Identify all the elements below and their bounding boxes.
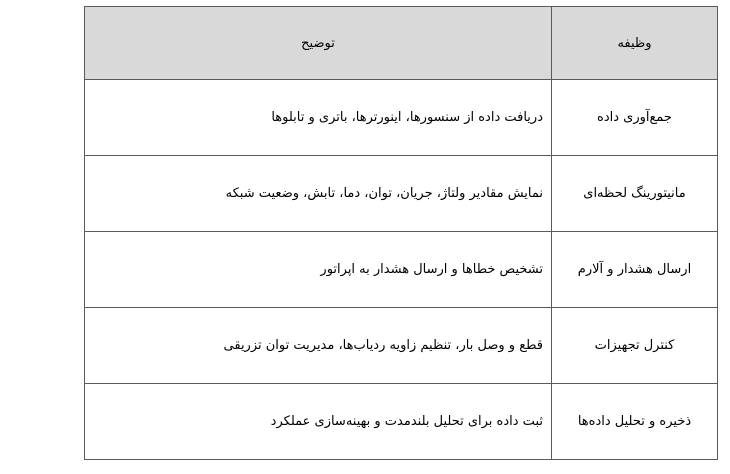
task-cell: کنترل تجهیزات — [552, 308, 718, 384]
table-row — [85, 308, 718, 384]
header-row — [85, 7, 718, 80]
table-row — [85, 384, 718, 460]
table-row — [85, 232, 718, 308]
table-header — [85, 7, 718, 80]
description-cell: ثبت داده برای تحلیل بلندمدت و بهینه‌سازی عملکرد — [85, 384, 552, 460]
header-task: وظیفه — [552, 7, 718, 80]
table-body — [85, 80, 718, 460]
task-cell: ذخیره و تحلیل داده‌ها — [552, 384, 718, 460]
task-cell: مانیتورینگ لحظه‌ای — [552, 156, 718, 232]
header-description: توضیح — [85, 7, 552, 80]
task-cell: ارسال هشدار و آلارم — [552, 232, 718, 308]
description-cell: تشخیص خطاها و ارسال هشدار به اپراتور — [85, 232, 552, 308]
task-cell: جمع‌آوری داده — [552, 80, 718, 156]
table-row — [85, 156, 718, 232]
description-cell: دریافت داده از سنسورها، اینورترها، باتری و تابلوها — [85, 80, 552, 156]
description-cell: نمایش مقادیر ولتاژ، جریان، توان، دما، تابش، وضعیت شبکه — [85, 156, 552, 232]
functions-table — [84, 6, 718, 460]
table-row — [85, 80, 718, 156]
description-cell: قطع و وصل بار، تنظیم زاویه ردیاب‌ها، مدیریت توان تزریقی — [85, 308, 552, 384]
